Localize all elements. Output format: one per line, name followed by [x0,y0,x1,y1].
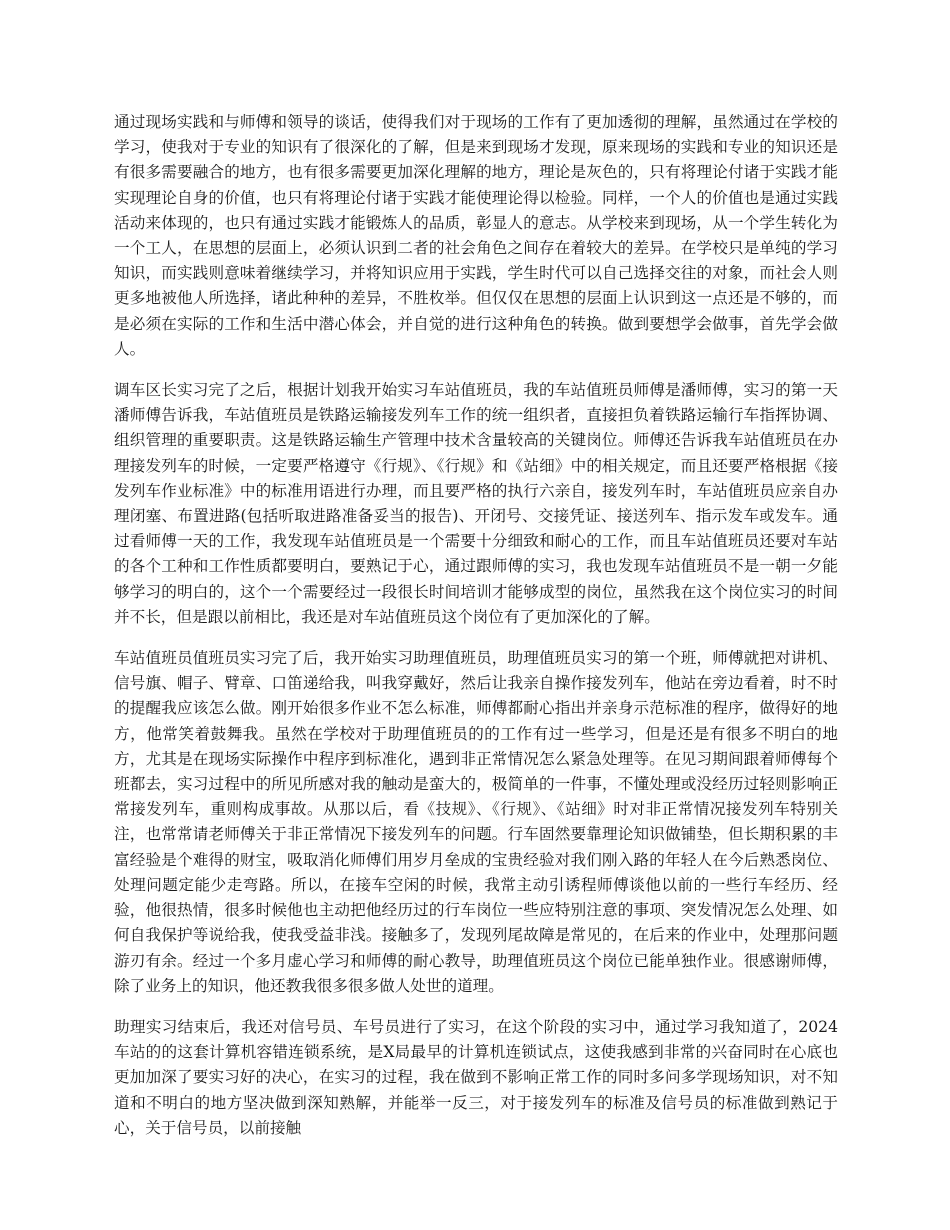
paragraph-2: 调车区长实习完了之后，根据计划我开始实习车站值班员，我的车站值班员师傅是潘师傅，实习的第一天潘师傅告诉我，车站值班员是铁路运输接发列车工作的统一组织者，直接担负着铁路运输行车指挥协调、组织管理的重要职责。这是铁路运输生产管理中技术含量较高的关键岗位。师傅还告诉我车站值班员在办理接发列车的时候，一定要严格遵守《行规》、《行规》和《站细》中的相关规定，而且还要严格根据《接发列车作业标准》中的标准用语进行办理，而且要严格的执行六亲自，接发列车时，车站值班员应亲自办理闭塞、布置进路(包括听取进路准备妥当的报告)、开闭号、交接凭证、接送列车、指示发车或发车。通过看师傅一天的工作，我发现车站值班员是一个需要十分细致和耐心的工作，而且车站值班员还要对车站的各个工种和工作性质都要明白，要熟记于心，通过跟师傅的实习，我也发现车站值班员不是一朝一夕能够学习的明白的，这个一个需要经过一段很长时间培训才能够成型的岗位，虽然我在这个岗位实习的时间并不长，但是跟以前相比，我还是对车站值班员这个岗位有了更加深化的了解。 [114,381,838,626]
paragraph-1: 通过现场实践和与师傅和领导的谈话，使得我们对于现场的工作有了更加透彻的理解，虽然通过在学校的学习，使我对于专业的知识有了很深化的了解，但是来到现场才发现，原来现场的实践和专业的知识还是有很多需要融合的地方，也有很多需要更加深化理解的地方，理论是灰色的，只有将理论付诸于实践才能实现理论自身的价值，也只有将理论付诸于实践才能使理论得以检验。同样，一个人的价值也是通过实践活动来体现的，也只有通过实践才能锻炼人的品质，彰显人的意志。从学校来到现场，从一个学生转化为一个工人，在思想的层面上，必须认识到二者的社会角色之间存在着较大的差异。在学校只是单纯的学习知识，而实践则意味着继续学习，并将知识应用于实践，学生时代可以自己选择交往的对象，而社会人则更多地被他人所选择，诸此种种的差异，不胜枚举。但仅仅在思想的层面上认识到这一点还是不够的，而是必须在实际的工作和生活中潜心体会，并自觉的进行这种角色的转换。做到要想学会做事，首先学会做人。 [114,113,838,358]
paragraph-3: 车站值班员值班员实习完了后，我开始实习助理值班员，助理值班员实习的第一个班，师傅就把对讲机、信号旗、帽子、臂章、口笛递给我，叫我穿戴好，然后让我亲自操作接发列车，他站在旁边看着，时不时的提醒我应该怎么做。刚开始很多作业不怎么标准，师傅都耐心指出并亲身示范标准的程序，做得好的地方，他常笑着鼓舞我。虽然在学校对于助理值班员的的工作有过一些学习，但是还是有很多不明白的地方，尤其是在现场实际操作中程序到标准化，遇到非正常情况怎么紧急处理等。在见习期间跟着师傅每个班都去，实习过程中的所见所感对我的触动是蛮大的，极简单的一件事，不懂处理或没经历过轻则影响正常接发列车，重则构成事故。从那以后，看《技规》、《行规》、《站细》时对非正常情况接发列车特别关注，也常常请老师傅关于非正常情况下接发列车的问题。行车固然要靠理论知识做铺垫，但长期积累的丰富经验是个难得的财宝，吸取消化师傅们用岁月垒成的宝贵经验对我们刚入路的年轻人在今后熟悉岗位、处理问题定能少走弯路。所以，在接车空闲的时候，我常主动引诱程师傅谈他以前的一些行车经历、经验，他很热情，很多时候他也主动把他经历过的行车岗位一些应特别注意的事项、突发情况怎么处理、如何自我保护等说给我，使我受益非浅。接触多了，发现列尾故障是常见的，在后来的作业中，处理那问题游刃有余。经过一个多月虚心学习和师傅的耐心教导，助理值班员这个岗位已能单独作业。很感谢师傅，除了业务上的知识，他还教我很多很多做人处世的道理。 [114,649,838,995]
paragraph-4: 助理实习结束后，我还对信号员、车号员进行了实习，在这个阶段的实习中，通过学习我知道了，2024车站的的这套计算机容错连锁系统，是X局最早的计算机连锁试点，这使我感到非常的兴奋同时在心底也更加加深了要实习好的决心，在实习的过程，我在做到不影响正常工作的同时多问多学现场知识，对不知道和不明白的地方坚决做到深知熟解，并能举一反三，对于接发列车的标准及信号员的标准做到熟记于心，关于信号员，以前接触 [114,1017,838,1137]
document-body [114,110,838,1157]
